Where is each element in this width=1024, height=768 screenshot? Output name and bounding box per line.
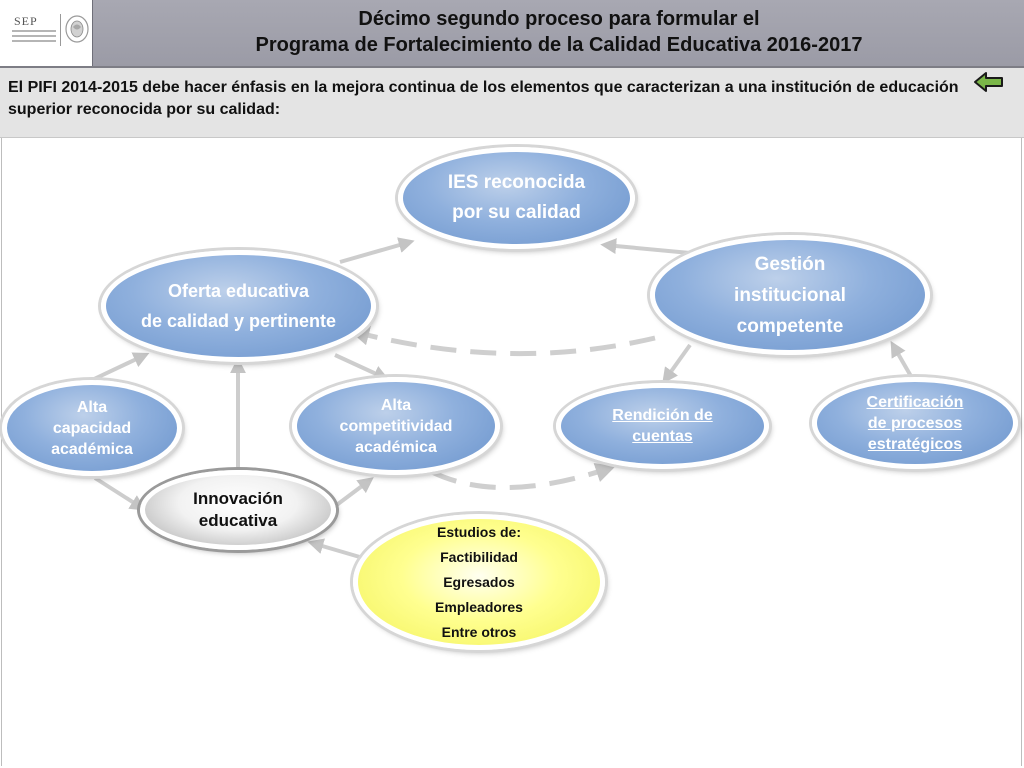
arrow-capacidad-to-oferta [92,355,145,380]
dashed-arrow-gestion-to-oferta [355,332,655,354]
node-certificacion-line1[interactable]: Certificación [866,393,964,411]
node-gestion-line1: Gestión [754,253,826,275]
node-ies-reconocida [398,147,635,249]
node-innovacion-line2: educativa [198,511,278,530]
node-estudios-line2: Factibilidad [440,548,518,565]
node-competitividad-line1: Alta [380,396,412,414]
node-estudios-line5: Entre otros [441,623,517,640]
node-rendicion-cuentas[interactable] [556,383,769,469]
title-line-2: Programa de Fortalecimiento de la Calidad Educativa 2016-2017 [255,34,863,56]
node-estudios-line3: Egresados [443,573,515,590]
node-certificacion-line2[interactable]: de procesos [867,414,963,432]
node-gestion-institucional [650,235,930,355]
node-estudios [353,514,605,650]
node-innovacion-line1: Innovación [193,489,283,508]
node-rendicion-line2[interactable]: cuentas [632,428,693,445]
node-capacidad-line2: capacidad [52,419,132,437]
node-alta-competitividad [292,377,500,475]
arrow-innovacion-to-competitividad [330,480,370,510]
node-certificacion-line3[interactable]: estratégicos [867,435,963,453]
node-innovacion-educativa [140,470,336,550]
node-gestion-line3: competente [736,315,844,337]
arrow-capacidad-to-innovacion [95,478,142,508]
node-rendicion-line1[interactable]: Rendición de [612,407,713,424]
node-oferta-line1: Oferta educativa [167,281,310,301]
arrow-oferta-to-ies [340,242,410,262]
node-gestion-line2: institucional [734,284,846,306]
node-alta-capacidad [2,380,182,476]
node-ies-line2: por su calidad [452,202,581,223]
arrow-certificacion-to-gestion [893,345,912,378]
title-line-1: Décimo segundo proceso para formular el [358,8,760,30]
node-competitividad-line2: competitividad [339,417,453,435]
node-capacidad-line3: académica [51,440,133,458]
dashed-arrow-competitividad-to-rendicion [432,468,610,488]
arrow-oferta-to-competitividad [335,355,385,378]
node-certificacion-procesos[interactable] [812,377,1018,469]
sep-logo-text: SEP [14,14,38,28]
arrow-gestion-to-rendicion [665,345,690,380]
node-estudios-line4: Empleadores [435,598,523,615]
node-oferta-line2: de calidad y pertinente [140,311,337,331]
arrow-gestion-to-ies [605,245,690,253]
node-capacidad-line1: Alta [76,398,108,416]
node-estudios-line1: Estudios de: [436,523,521,540]
node-oferta-educativa [101,250,376,362]
node-ies-line1: IES reconocida [447,172,586,193]
intro-text: El PIFI 2014-2015 debe hacer énfasis en la mejora continua de los elementos que caracterizan a una institución de educación superior reconocida por su calidad: [8,79,959,118]
node-competitividad-line3: académica [355,438,437,456]
